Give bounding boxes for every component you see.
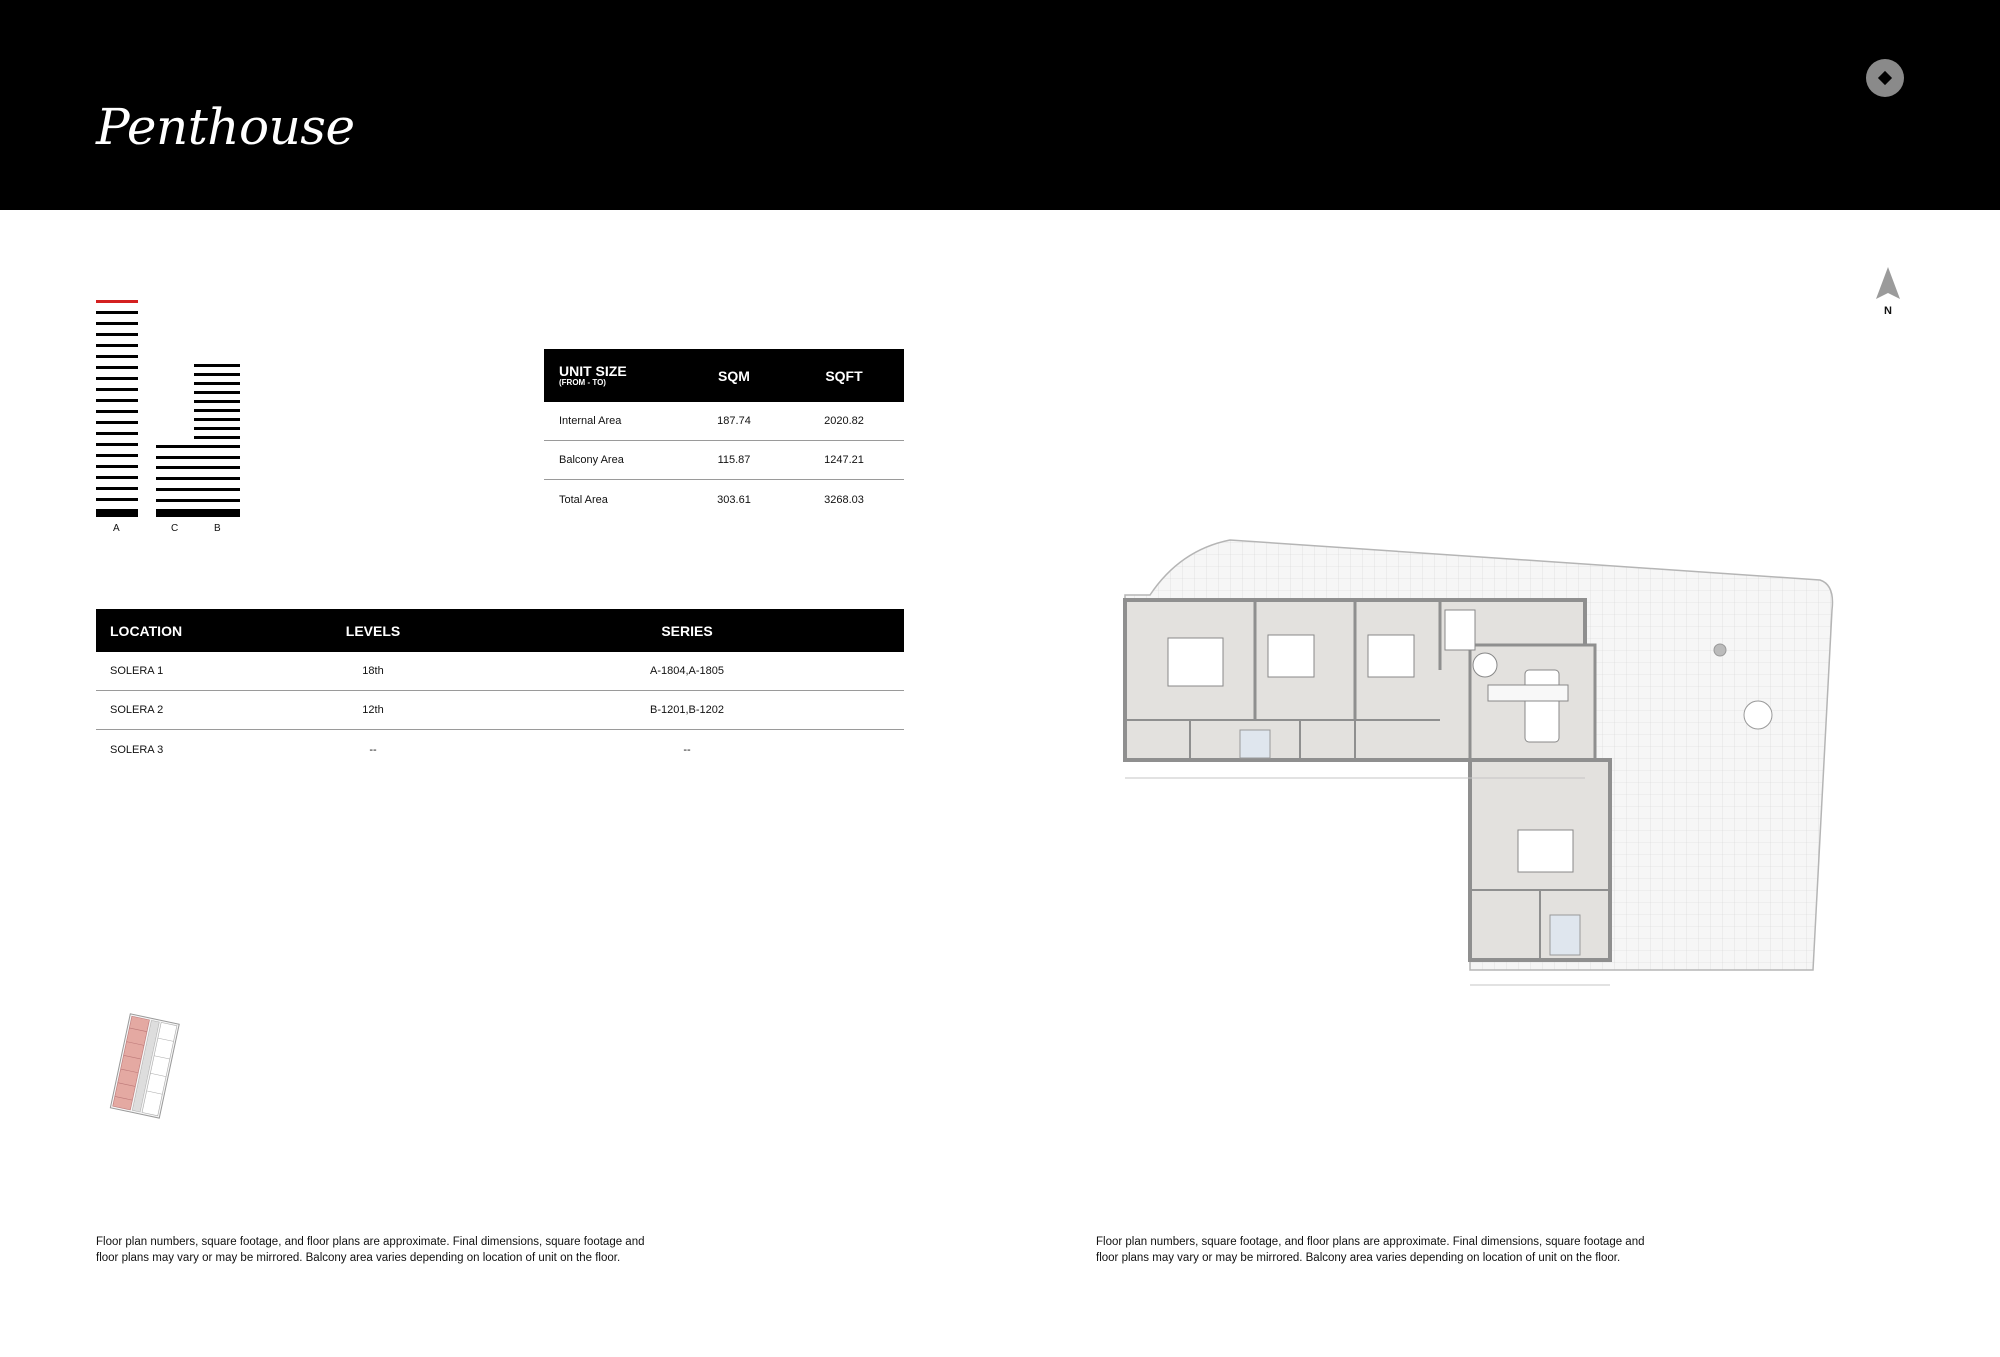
disclaimer-line-2: floor plans may vary or may be mirrored. Balcony area varies depending on location of unit on the floor. xyxy=(96,1252,621,1264)
area-sqm: 303.61 xyxy=(717,493,751,506)
floor-bar xyxy=(194,418,240,421)
floor-bar xyxy=(96,388,138,391)
location-cell: SOLERA 3 xyxy=(110,743,164,756)
floor-bar xyxy=(156,445,240,448)
floor-bar xyxy=(96,454,138,457)
series-cell: B-1201,B-1202 xyxy=(650,704,724,716)
disclaimer-line-1: Floor plan numbers, square footage, and floor plans are approximate. Final dimensions, square footage and xyxy=(1096,1236,1645,1248)
table-row xyxy=(544,441,904,480)
series-cell: A-1804,A-1805 xyxy=(650,665,724,677)
area-sqft: 1247.21 xyxy=(824,454,864,466)
levels-cell: 18th xyxy=(362,665,384,677)
floor-bar xyxy=(96,399,138,402)
building-b-stack xyxy=(194,364,240,445)
floor-bar xyxy=(194,436,240,439)
table-row xyxy=(96,691,904,730)
floor-bar xyxy=(156,499,240,502)
floor-bar xyxy=(96,476,138,479)
series-cell: -- xyxy=(683,743,691,756)
key-plan-image xyxy=(108,1010,183,1120)
location-table-header xyxy=(96,609,904,652)
floor-bar xyxy=(156,509,240,517)
floor-bar xyxy=(96,355,138,358)
stack-label-b: B xyxy=(214,523,221,534)
unit-size-table-header xyxy=(544,349,904,402)
area-sqm: 115.87 xyxy=(717,454,751,466)
north-compass xyxy=(1868,265,1908,325)
brand-logo-icon xyxy=(1866,59,1904,97)
building-a-stack xyxy=(96,300,138,520)
floor-bar xyxy=(194,409,240,412)
area-label: Balcony Area xyxy=(559,454,624,466)
floor-bar xyxy=(96,432,138,435)
floor-bar xyxy=(156,456,240,459)
stack-label-c: C xyxy=(171,523,179,534)
floor-bar xyxy=(96,487,138,490)
stack-label-a: A xyxy=(113,523,120,534)
floor-bar xyxy=(156,488,240,491)
floor-bar xyxy=(194,382,240,385)
series-header: SERIES xyxy=(661,622,713,639)
unit-size-header-cell xyxy=(544,364,684,387)
table-row xyxy=(96,730,904,769)
unit-size-sublabel: (FROM - TO) xyxy=(559,378,606,387)
floor-bar xyxy=(96,443,138,446)
header-bar xyxy=(0,0,2000,210)
floor-bar xyxy=(156,477,240,480)
floor-bar xyxy=(96,311,138,314)
area-sqft: 3268.03 xyxy=(824,493,864,506)
floor-bar xyxy=(96,410,138,413)
area-label: Internal Area xyxy=(559,415,622,427)
table-row xyxy=(544,480,904,519)
area-sqft: 2020.82 xyxy=(824,415,864,427)
levels-header: LEVELS xyxy=(345,622,401,639)
floor-bar xyxy=(194,373,240,376)
disclaimer-right xyxy=(1096,1234,1736,1266)
floor-bar xyxy=(96,366,138,369)
floor-bar xyxy=(96,300,138,303)
floor-bar xyxy=(96,322,138,325)
floor-bar xyxy=(96,333,138,336)
location-table xyxy=(96,609,904,769)
unit-size-label: UNIT SIZE xyxy=(559,363,627,379)
unit-size-table xyxy=(544,349,904,519)
floor-bar xyxy=(96,498,138,501)
disclaimer-left xyxy=(96,1234,736,1266)
area-sqm: 187.74 xyxy=(717,415,751,427)
disclaimer-line-2: floor plans may vary or may be mirrored. Balcony area varies depending on location of unit on the floor. xyxy=(1096,1252,1621,1264)
floor-bar xyxy=(96,421,138,424)
table-row xyxy=(96,652,904,691)
floor-bar xyxy=(194,364,240,367)
floor-bar xyxy=(156,466,240,469)
location-cell: SOLERA 2 xyxy=(110,704,164,716)
compass-label: N xyxy=(1884,305,1892,317)
levels-cell: -- xyxy=(369,743,377,756)
disclaimer-line-1: Floor plan numbers, square footage, and floor plans are approximate. Final dimensions, square footage and xyxy=(96,1236,645,1248)
floor-plan-image xyxy=(1110,530,1850,1010)
area-label: Total Area xyxy=(559,493,608,506)
floor-bar xyxy=(194,400,240,403)
floor-bar xyxy=(96,344,138,347)
sqft-header: SQFT xyxy=(825,367,863,384)
floor-bar xyxy=(194,427,240,430)
table-row xyxy=(544,402,904,441)
sqm-header: SQM xyxy=(718,367,750,384)
location-header: LOCATION xyxy=(110,622,183,639)
location-cell: SOLERA 1 xyxy=(110,665,164,677)
floor-bar xyxy=(96,465,138,468)
north-arrow-icon xyxy=(1868,265,1908,305)
floor-bar xyxy=(96,509,138,517)
floor-bar xyxy=(194,391,240,394)
building-c-stack xyxy=(156,445,240,520)
levels-cell: 12th xyxy=(362,704,384,716)
page-title: Penthouse xyxy=(96,98,355,156)
floor-bar xyxy=(96,377,138,380)
